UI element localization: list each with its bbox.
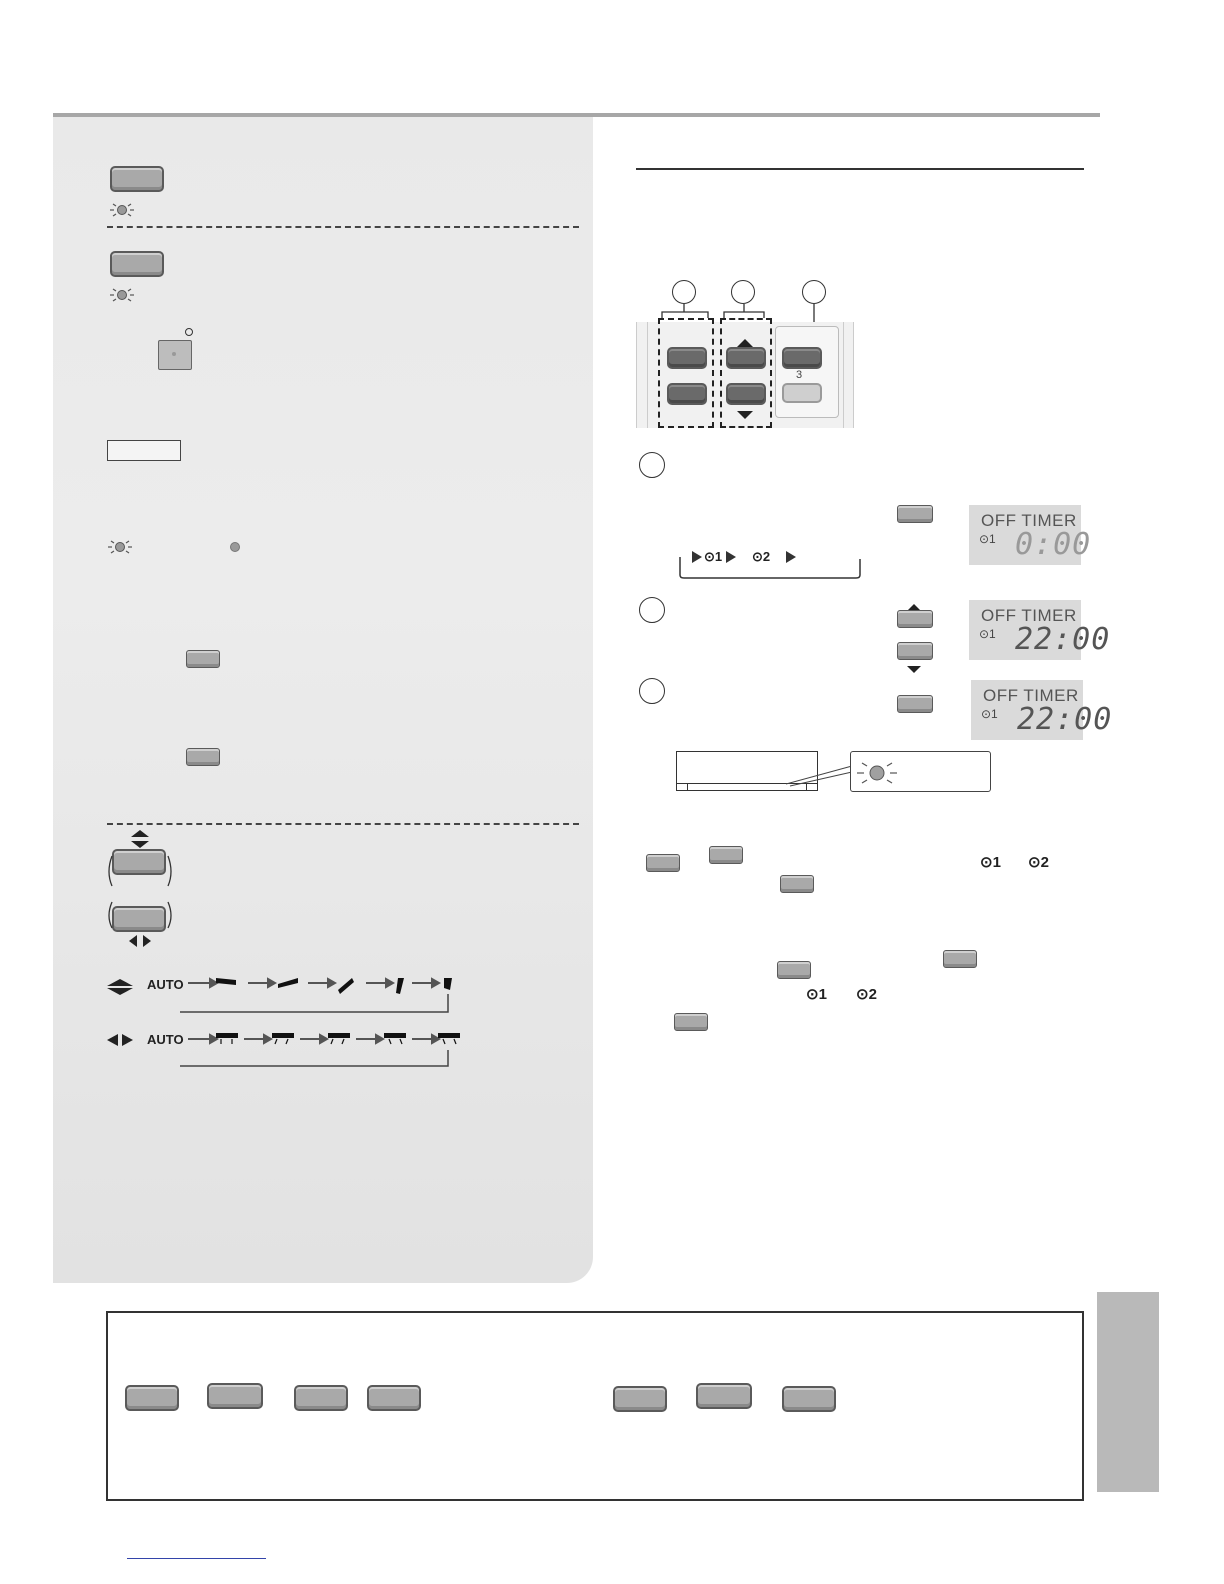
timer-lamp-blink-icon bbox=[855, 761, 899, 785]
note-button-2[interactable] bbox=[709, 846, 743, 864]
timer-set-button[interactable] bbox=[782, 347, 822, 369]
horizontal-airflow-small-icon bbox=[106, 1033, 134, 1052]
blink-indicator-icon bbox=[107, 539, 133, 555]
step-mark-1 bbox=[639, 452, 665, 478]
remote-button-d[interactable] bbox=[186, 748, 220, 766]
power-symbol-icon bbox=[185, 328, 193, 336]
step3-button[interactable] bbox=[897, 695, 933, 713]
timer-on-button[interactable] bbox=[667, 347, 707, 369]
indicator-leader-line bbox=[786, 762, 856, 793]
indicator-closeup-box bbox=[850, 751, 991, 792]
vertical-auto-label: AUTO bbox=[147, 977, 184, 992]
lcd-display-confirm bbox=[971, 680, 1113, 740]
sequence-item-2: ⊙2 bbox=[752, 549, 771, 564]
lcd-line2: ⊙1 bbox=[979, 532, 996, 546]
lcd-line2: ⊙1 bbox=[981, 707, 998, 721]
note-button-3[interactable] bbox=[780, 875, 814, 893]
indicator-off-icon bbox=[230, 542, 240, 552]
horizontal-auto-label: AUTO bbox=[147, 1032, 184, 1047]
lcd-line1: OFF TIMER bbox=[981, 606, 1077, 625]
bottom-button-2[interactable] bbox=[207, 1383, 263, 1409]
callout-circle-2 bbox=[731, 280, 755, 304]
side-index-tab bbox=[1097, 1292, 1159, 1492]
step2-up-button[interactable] bbox=[897, 610, 933, 628]
note-clock-3: ⊙1 bbox=[806, 986, 827, 1003]
lcd-line1: OFF TIMER bbox=[981, 511, 1077, 530]
bottom-button-7[interactable] bbox=[782, 1386, 836, 1412]
step2-down-button[interactable] bbox=[897, 642, 933, 660]
remote-button-a[interactable] bbox=[110, 166, 164, 192]
timer-cancel-button[interactable] bbox=[782, 383, 822, 403]
lcd-line2: ⊙1 bbox=[979, 627, 996, 641]
callout-circle-1 bbox=[672, 280, 696, 304]
bottom-button-5[interactable] bbox=[613, 1386, 667, 1412]
sequence-item-1: ⊙1 bbox=[704, 549, 723, 564]
horizontal-louver-sequence bbox=[180, 1022, 470, 1079]
lcd-display-set-time bbox=[969, 600, 1111, 660]
step1-button[interactable] bbox=[897, 505, 933, 523]
note-button-4[interactable] bbox=[943, 950, 977, 968]
note-clock-4: ⊙2 bbox=[856, 986, 877, 1003]
airflow-bracket bbox=[104, 848, 176, 939]
vertical-louver-sequence bbox=[180, 966, 470, 1023]
bottom-button-4[interactable] bbox=[367, 1385, 421, 1411]
lcd-line1: OFF TIMER bbox=[983, 686, 1079, 705]
remote-button-c[interactable] bbox=[186, 650, 220, 668]
note-button-1[interactable] bbox=[646, 854, 680, 872]
bottom-button-3[interactable] bbox=[294, 1385, 348, 1411]
callout-circle-3 bbox=[802, 280, 826, 304]
step-mark-2 bbox=[639, 597, 665, 623]
lcd-time: 22:00 bbox=[1017, 702, 1113, 737]
section-header-rule bbox=[636, 168, 1084, 170]
lcd-time: 22:00 bbox=[1015, 622, 1111, 657]
power-switch-button[interactable] bbox=[158, 340, 192, 370]
time-up-button[interactable] bbox=[726, 347, 766, 369]
vertical-airflow-small-icon bbox=[106, 978, 134, 1001]
lcd-time: 0:00 bbox=[1015, 527, 1092, 562]
bottom-button-1[interactable] bbox=[125, 1385, 179, 1411]
down-arrow-icon bbox=[736, 407, 754, 425]
bottom-button-6[interactable] bbox=[696, 1383, 752, 1409]
section-divider bbox=[107, 226, 579, 228]
blink-indicator-icon bbox=[109, 287, 135, 303]
callout-box-1 bbox=[658, 318, 714, 428]
note-clock-2: ⊙2 bbox=[1028, 854, 1049, 871]
blink-indicator-icon bbox=[109, 202, 135, 218]
footer-link-underline[interactable] bbox=[127, 1558, 266, 1559]
lcd-display-off-timer bbox=[969, 505, 1092, 565]
timer-off-button[interactable] bbox=[667, 383, 707, 405]
timer-cycle-sequence bbox=[676, 547, 862, 579]
note-button-5[interactable] bbox=[777, 961, 811, 979]
note-clock-1: ⊙1 bbox=[980, 854, 1001, 871]
section-divider bbox=[107, 823, 579, 825]
down-arrow-icon bbox=[906, 661, 922, 679]
remote-button-b[interactable] bbox=[110, 251, 164, 277]
note-button-6[interactable] bbox=[674, 1013, 708, 1031]
button-number-label: 3 bbox=[796, 369, 803, 381]
note-label-box bbox=[107, 440, 181, 461]
step-mark-3 bbox=[639, 678, 665, 704]
time-down-button[interactable] bbox=[726, 383, 766, 405]
